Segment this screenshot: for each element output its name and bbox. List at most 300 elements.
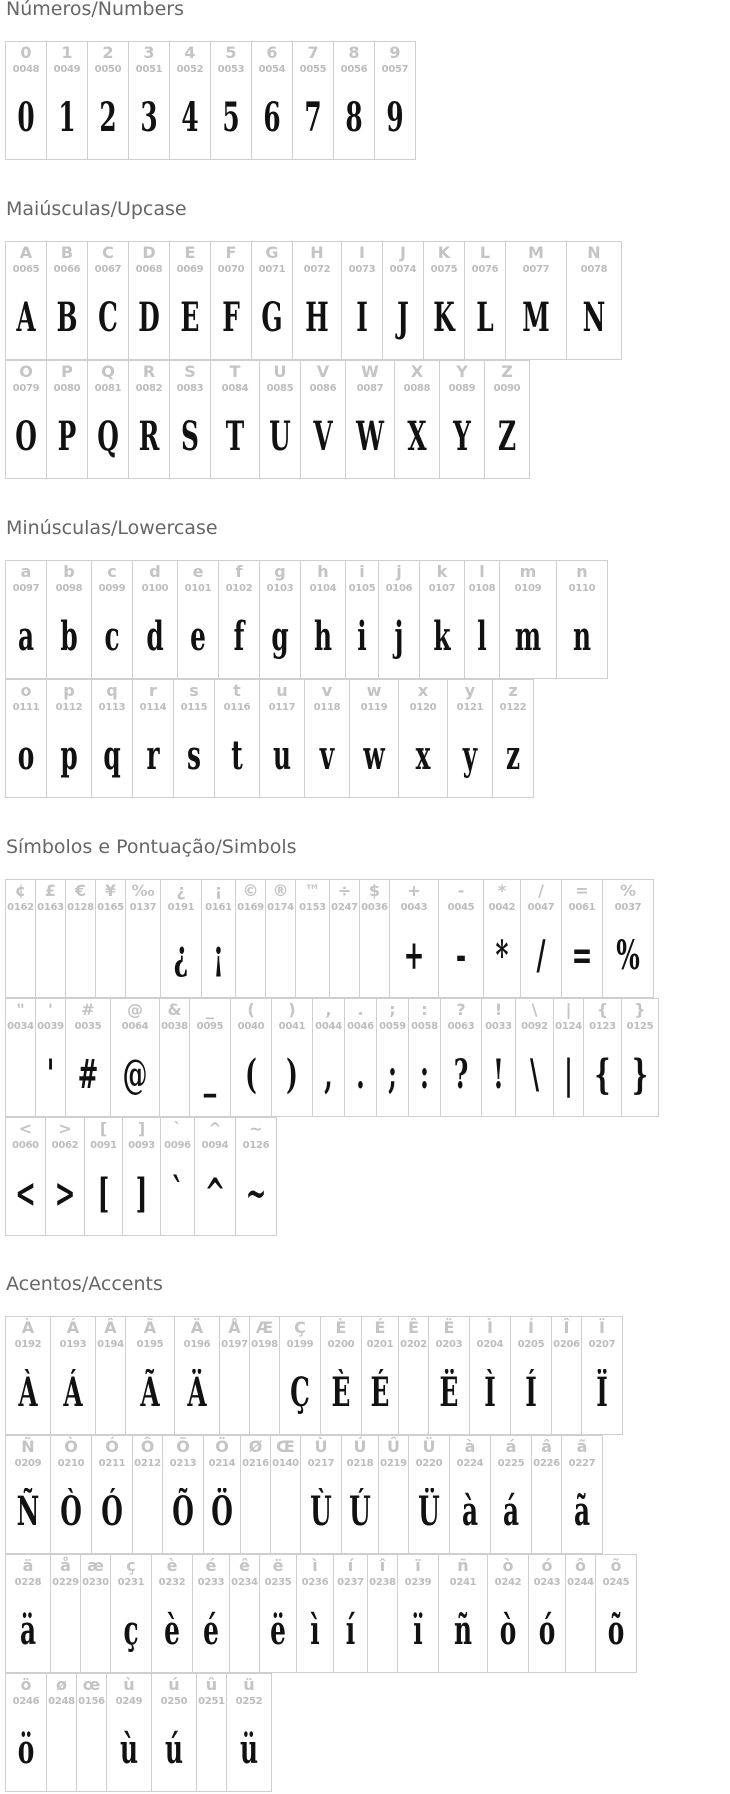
glyph-sample: O <box>15 413 37 460</box>
character-code: 0075 <box>430 264 458 275</box>
glyph-cell <box>300 560 346 679</box>
glyph-sample: D <box>138 294 160 341</box>
character-code: 0195 <box>136 1339 164 1350</box>
character-label: M <box>528 243 544 262</box>
character-label: ' <box>48 1000 53 1019</box>
glyph-sample: } <box>632 1051 648 1098</box>
character-code: 0038 <box>161 1021 188 1032</box>
character-label: ¥ <box>104 881 117 900</box>
glyph-cell <box>132 679 174 798</box>
character-label: P <box>61 362 73 381</box>
character-code: 0065 <box>12 264 40 275</box>
glyph-sample: ' <box>46 1051 55 1098</box>
character-code: 0042 <box>488 902 516 913</box>
glyph-cell <box>235 1117 277 1236</box>
character-label: S <box>184 362 196 381</box>
character-label: p <box>63 681 75 700</box>
glyph-sample: 9 <box>386 94 404 141</box>
character-label: í <box>347 1556 354 1575</box>
character-label: o <box>20 681 32 700</box>
character-label: û <box>205 1675 218 1694</box>
character-code: 0217 <box>307 1458 335 1469</box>
character-label: n <box>576 562 588 581</box>
character-code: 0036 <box>361 902 388 913</box>
character-label: 4 <box>184 43 196 62</box>
glyph-cell <box>122 1117 161 1236</box>
glyph-cell <box>5 1316 51 1435</box>
glyph-cell <box>5 998 36 1117</box>
character-label: Á <box>66 1318 80 1337</box>
character-label: r <box>149 681 157 700</box>
character-label: É <box>374 1318 386 1337</box>
character-code: 0112 <box>55 702 83 713</box>
glyph-sample: # <box>77 1051 99 1098</box>
character-label: Ô <box>140 1437 155 1456</box>
character-label: Q <box>101 362 115 381</box>
glyph-sample: + <box>403 932 425 979</box>
character-label: N <box>587 243 601 262</box>
character-label: 2 <box>102 43 114 62</box>
character-code: 0228 <box>14 1577 42 1588</box>
glyph-cell <box>219 1316 250 1435</box>
glyph-cell <box>46 241 88 360</box>
glyph-cell <box>76 1673 107 1792</box>
glyph-sample: 0 <box>17 94 35 141</box>
glyph-sample: U <box>269 413 291 460</box>
character-label: k <box>436 562 448 581</box>
glyph-row <box>5 679 533 798</box>
glyph-sample: ó <box>538 1607 556 1654</box>
glyph-cell <box>50 1554 81 1673</box>
glyph-sample: P <box>57 413 77 460</box>
glyph-sample: n <box>572 613 592 660</box>
glyph-cell <box>46 560 92 679</box>
character-code: 0094 <box>201 1140 229 1151</box>
glyph-cell <box>50 1316 96 1435</box>
character-code: 0060 <box>12 1140 39 1151</box>
glyph-sample: ì <box>310 1607 320 1654</box>
glyph-cell <box>376 998 409 1117</box>
glyph-cell <box>192 1554 230 1673</box>
glyph-cell <box>5 241 47 360</box>
glyph-cell <box>173 679 215 798</box>
character-code: 0033 <box>485 1021 512 1032</box>
character-label: Ö <box>215 1437 229 1456</box>
character-label: L <box>479 243 491 262</box>
glyph-cell <box>553 998 584 1117</box>
glyph-cell <box>469 1316 511 1435</box>
character-label: / <box>538 881 544 900</box>
glyph-sample: h <box>313 613 333 660</box>
glyph-cell <box>439 360 485 479</box>
character-label: _ <box>206 1000 214 1019</box>
glyph-sample: E <box>180 294 200 341</box>
character-label: ñ <box>457 1556 469 1575</box>
character-label: { <box>596 1000 609 1019</box>
character-code: 0111 <box>12 702 40 713</box>
glyph-sample: _ <box>203 1051 217 1098</box>
glyph-cell <box>189 998 231 1117</box>
character-label: f <box>235 562 243 581</box>
glyph-cell <box>87 360 129 479</box>
glyph-cell <box>226 1673 272 1792</box>
character-label: Ì <box>487 1318 493 1337</box>
character-code: 0244 <box>567 1577 594 1588</box>
glyph-sample: m <box>514 613 542 660</box>
glyph-cell <box>378 560 420 679</box>
glyph-cell <box>259 679 305 798</box>
glyph-cell <box>449 1435 491 1554</box>
character-code: 0045 <box>447 902 475 913</box>
character-code: 0069 <box>176 264 204 275</box>
glyph-cell <box>160 1117 195 1236</box>
glyph-cell <box>621 998 659 1117</box>
glyph-sample: * <box>495 932 509 979</box>
glyph-sample: 7 <box>304 94 322 141</box>
character-label: l <box>479 562 485 581</box>
character-label: I <box>359 243 365 262</box>
character-code: 0043 <box>400 902 428 913</box>
character-code: 0116 <box>223 702 251 713</box>
glyph-cell <box>201 879 236 998</box>
glyph-cell <box>565 1554 596 1673</box>
glyph-cell <box>300 360 346 479</box>
glyph-sample: I <box>356 294 368 341</box>
character-label: G <box>265 243 279 262</box>
glyph-cell <box>292 241 342 360</box>
glyph-cell <box>210 360 260 479</box>
character-label: 0 <box>20 43 32 62</box>
glyph-sample: r <box>146 732 160 779</box>
character-code: 0082 <box>135 383 163 394</box>
character-code: 0169 <box>237 902 264 913</box>
glyph-cell <box>595 1554 637 1673</box>
character-code: 0165 <box>97 902 124 913</box>
glyph-sample: Z <box>497 413 517 460</box>
glyph-sample: R <box>138 413 160 460</box>
glyph-cell <box>551 1316 582 1435</box>
glyph-sample: 1 <box>58 94 76 141</box>
character-code: 0212 <box>134 1458 161 1469</box>
character-code: 0232 <box>158 1577 186 1588</box>
glyph-cell <box>271 998 313 1117</box>
character-code: 0213 <box>169 1458 197 1469</box>
glyph-sample: { <box>594 1051 611 1098</box>
glyph-sample: j <box>394 613 404 660</box>
glyph-cell <box>46 41 88 160</box>
glyph-cell <box>520 879 562 998</box>
character-code: 0227 <box>568 1458 596 1469</box>
character-code: 0077 <box>522 264 550 275</box>
glyph-cell <box>464 560 500 679</box>
glyph-cell <box>382 241 424 360</box>
glyph-cell <box>196 1673 227 1792</box>
character-code: 0052 <box>176 64 204 75</box>
glyph-sample: a <box>17 613 35 660</box>
glyph-sample: V <box>313 413 333 460</box>
glyph-sample: [ <box>97 1170 110 1217</box>
character-code: 0093 <box>128 1140 155 1151</box>
character-code: 0054 <box>258 64 286 75</box>
glyph-sample: S <box>181 413 199 460</box>
character-label: ø <box>56 1675 67 1694</box>
character-label: R <box>142 362 156 381</box>
character-code: 0051 <box>135 64 163 75</box>
glyph-cell <box>398 679 448 798</box>
glyph-cell <box>249 1316 280 1435</box>
character-label: + <box>407 881 421 900</box>
glyph-sample: g <box>271 613 289 660</box>
character-label: a <box>20 562 32 581</box>
glyph-cell <box>106 1673 152 1792</box>
character-label: J <box>400 243 406 262</box>
character-code: 0055 <box>299 64 327 75</box>
character-code: 0218 <box>346 1458 374 1469</box>
glyph-cell <box>292 41 334 160</box>
character-label: ï <box>415 1556 421 1575</box>
character-code: 0196 <box>183 1339 211 1350</box>
character-label: ( <box>247 1000 255 1019</box>
glyph-row <box>5 879 653 998</box>
character-code: 0097 <box>12 583 40 594</box>
character-label: : <box>421 1000 428 1019</box>
glyph-sample: è <box>164 1607 180 1654</box>
glyph-sample: à <box>461 1488 479 1535</box>
character-label: å <box>60 1556 71 1575</box>
character-label: ë <box>272 1556 284 1575</box>
character-label: ç <box>126 1556 136 1575</box>
character-code: 0100 <box>141 583 169 594</box>
glyph-cell <box>128 41 170 160</box>
character-code: 0194 <box>97 1339 124 1350</box>
character-code: 0119 <box>360 702 388 713</box>
character-code: 0066 <box>53 264 81 275</box>
character-label: ¢ <box>14 881 27 900</box>
character-label: = <box>575 881 589 900</box>
glyph-cell <box>46 679 92 798</box>
glyph-cell <box>341 241 383 360</box>
glyph-sample: Ë <box>439 1369 459 1416</box>
glyph-sample: J <box>397 294 409 341</box>
character-code: 0103 <box>266 583 294 594</box>
character-label: } <box>634 1000 646 1019</box>
character-code: 0214 <box>208 1458 236 1469</box>
character-label: ® <box>272 881 289 900</box>
character-code: 0239 <box>404 1577 432 1588</box>
character-label: £ <box>44 881 57 900</box>
glyph-cell <box>259 560 301 679</box>
character-code: 0140 <box>272 1458 299 1469</box>
glyph-cell <box>487 1554 529 1673</box>
glyph-cell <box>510 1316 552 1435</box>
glyph-cell <box>50 1435 92 1554</box>
character-label: Ã <box>143 1318 157 1337</box>
glyph-cell <box>583 998 622 1117</box>
glyph-sample: ? <box>453 1051 469 1098</box>
character-code: 0248 <box>48 1696 75 1707</box>
character-code: 0078 <box>580 264 608 275</box>
glyph-cell <box>110 998 160 1117</box>
character-code: 0068 <box>135 264 163 275</box>
character-code: 0114 <box>139 702 167 713</box>
glyph-sample: q <box>103 732 121 779</box>
glyph-row <box>5 1435 602 1554</box>
character-code: 0086 <box>309 383 337 394</box>
glyph-sample: F <box>222 294 240 341</box>
character-code: 0121 <box>456 702 484 713</box>
character-label: ê <box>239 1556 250 1575</box>
character-label: ! <box>494 1000 503 1019</box>
glyph-sample: Ç <box>290 1369 310 1416</box>
character-label: ä <box>22 1556 34 1575</box>
glyph-sample: 6 <box>263 94 281 141</box>
character-code: 0049 <box>53 64 81 75</box>
character-label: m <box>519 562 537 581</box>
glyph-sample: ~ <box>245 1170 267 1217</box>
glyph-sample: A <box>16 294 36 341</box>
character-label: ‰ <box>131 881 155 900</box>
glyph-sample: ü <box>239 1726 259 1773</box>
glyph-cell <box>35 879 66 998</box>
character-code: 0216 <box>242 1458 269 1469</box>
glyph-cell <box>312 998 345 1117</box>
character-label: Õ <box>176 1437 190 1456</box>
character-label: î <box>379 1556 386 1575</box>
glyph-cell <box>45 1117 85 1236</box>
glyph-cell <box>481 998 516 1117</box>
character-label: * <box>497 881 507 900</box>
glyph-sample: Õ <box>172 1488 194 1535</box>
character-label: ú <box>168 1675 180 1694</box>
character-label: œ <box>82 1675 101 1694</box>
glyph-cell <box>125 1316 175 1435</box>
character-code: 0242 <box>494 1577 522 1588</box>
character-code: 0197 <box>221 1339 248 1350</box>
glyph-cell <box>251 41 293 160</box>
character-label: ^ <box>208 1119 222 1138</box>
character-code: 0084 <box>221 383 249 394</box>
glyph-sample: õ <box>607 1607 625 1654</box>
character-code: 0198 <box>251 1339 278 1350</box>
character-code: 0238 <box>369 1577 396 1588</box>
character-code: 0109 <box>514 583 542 594</box>
character-label: Ú <box>353 1437 367 1456</box>
character-code: 0099 <box>98 583 126 594</box>
section-title: Maiúsculas/Upcase <box>6 198 187 220</box>
character-code: 0062 <box>51 1140 79 1151</box>
character-label: ô <box>575 1556 586 1575</box>
character-code: 0090 <box>493 383 521 394</box>
glyph-sample: ë <box>270 1607 286 1654</box>
character-code: 0220 <box>415 1458 443 1469</box>
character-label: 5 <box>225 43 237 62</box>
glyph-cell <box>35 998 66 1117</box>
character-label: È <box>335 1318 347 1337</box>
glyph-sample: á <box>502 1488 520 1535</box>
character-label: \ <box>531 1000 538 1019</box>
character-label: - <box>457 881 465 900</box>
character-code: 0072 <box>303 264 331 275</box>
character-code: 0231 <box>117 1577 145 1588</box>
glyph-cell <box>483 879 521 998</box>
character-code: 0123 <box>589 1021 616 1032</box>
character-code: 0201 <box>366 1339 394 1350</box>
glyph-cell <box>492 679 534 798</box>
character-code: 0235 <box>264 1577 292 1588</box>
glyph-cell <box>5 1435 51 1554</box>
glyph-sample: 4 <box>181 94 199 141</box>
character-code: 0048 <box>12 64 40 75</box>
glyph-sample: ! <box>493 1051 504 1098</box>
glyph-sample: u <box>272 732 292 779</box>
character-label: 9 <box>389 43 401 62</box>
glyph-cell <box>528 1554 566 1673</box>
character-label: Æ <box>255 1318 274 1337</box>
character-code: 0039 <box>37 1021 64 1032</box>
glyph-sample: f <box>233 613 245 660</box>
character-code: 0108 <box>468 583 496 594</box>
glyph-cell <box>345 360 395 479</box>
character-code: 0126 <box>242 1140 270 1151</box>
glyph-sample: W <box>356 413 384 460</box>
character-code: 0252 <box>235 1696 263 1707</box>
glyph-cell <box>128 360 170 479</box>
character-code: 0230 <box>82 1577 109 1588</box>
character-code: 0058 <box>411 1021 438 1032</box>
character-code: 0050 <box>94 64 122 75</box>
character-label: " <box>16 1000 25 1019</box>
glyph-cell <box>265 879 296 998</box>
character-label: à <box>464 1437 476 1456</box>
character-label: U <box>273 362 287 381</box>
character-label: b <box>63 562 75 581</box>
character-label: ù <box>123 1675 135 1694</box>
character-code: 0203 <box>435 1339 463 1350</box>
character-code: 0199 <box>286 1339 314 1350</box>
character-label: À <box>21 1318 35 1337</box>
character-label: F <box>225 243 237 262</box>
glyph-sample: Ó <box>101 1488 123 1535</box>
glyph-sample: y <box>462 732 478 779</box>
character-label: ` <box>173 1119 182 1138</box>
glyph-cell <box>447 679 493 798</box>
character-label: c <box>107 562 117 581</box>
character-label: ì <box>312 1556 318 1575</box>
glyph-sample: o <box>17 732 35 779</box>
character-label: $ <box>368 881 381 900</box>
glyph-cell <box>46 360 88 479</box>
character-code: 0163 <box>37 902 64 913</box>
character-code: 0245 <box>602 1577 630 1588</box>
glyph-sample: > <box>54 1170 76 1217</box>
glyph-cell <box>159 998 190 1117</box>
character-label: Ó <box>105 1437 119 1456</box>
glyph-cell <box>438 879 484 998</box>
character-label: < <box>18 1119 33 1138</box>
character-label: ü <box>243 1675 255 1694</box>
glyph-sample: 2 <box>99 94 117 141</box>
character-code: 0061 <box>568 902 596 913</box>
character-label: è <box>166 1556 178 1575</box>
character-label: e <box>192 562 204 581</box>
character-code: 0117 <box>268 702 296 713</box>
character-label: æ <box>87 1556 104 1575</box>
character-code: 0080 <box>53 383 81 394</box>
glyph-sample: % <box>616 932 640 979</box>
character-code: 0206 <box>553 1339 580 1350</box>
character-label: E <box>184 243 196 262</box>
character-label: g <box>274 562 286 581</box>
